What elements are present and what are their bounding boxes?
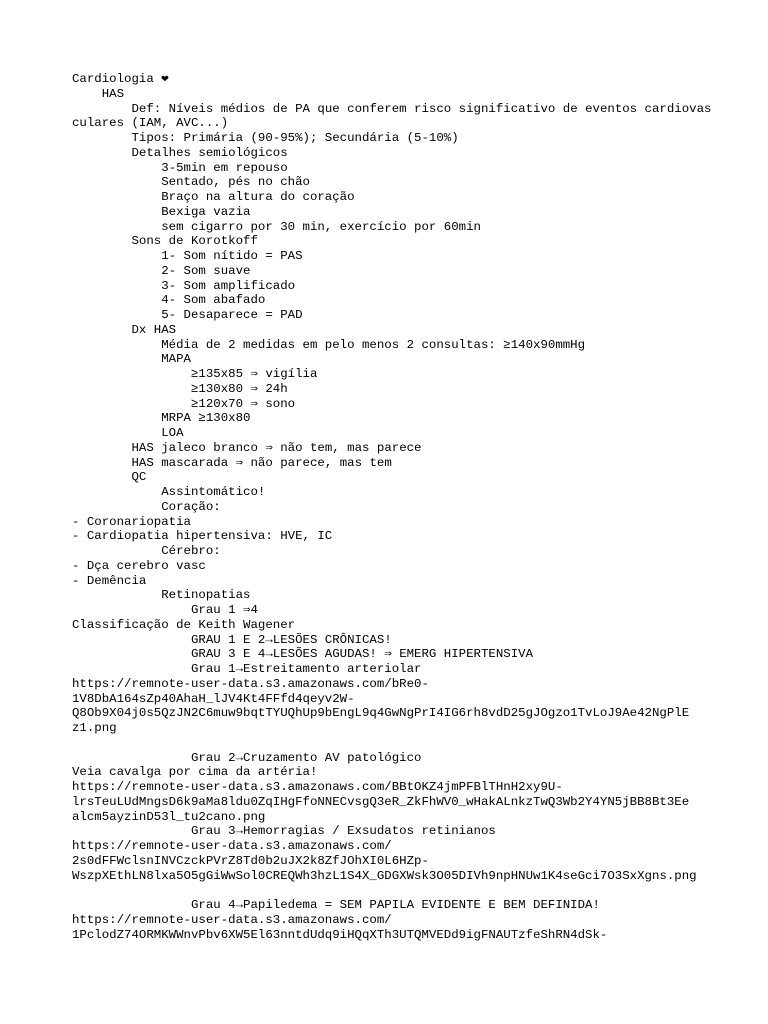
document-line: - Cardiopatia hipertensiva: HVE, IC — [72, 529, 333, 544]
document-line: LOA — [72, 426, 184, 440]
document-line: Dx HAS — [72, 322, 177, 337]
document-line: Retinopatias — [72, 588, 251, 603]
document-line: - Dça cerebro vasc — [72, 558, 206, 573]
document-line: Detalhes semiológicos — [72, 145, 288, 160]
document-line: 1V8DbA164sZp40AhaH_lJV4Kt4FFfd4qeyv2W- — [72, 691, 355, 706]
document-line: Coração: — [72, 499, 221, 514]
blank-line — [72, 736, 712, 751]
document-line: z1.png — [72, 721, 117, 735]
document-line: Bexiga vazia — [72, 204, 251, 219]
document-line: 4- Som abafado — [72, 293, 266, 308]
document-line: 3- Som amplificado — [72, 278, 296, 293]
document-line: Sons de Korotkoff — [72, 234, 258, 249]
document-line: ≥135x85 ⇒ vigília — [72, 367, 318, 381]
document-line: HAS jaleco branco ⇒ não tem, mas parece — [72, 440, 422, 455]
document-line: alcm5ayzinD53l_tu2cano.png — [72, 809, 266, 824]
document-line: Média de 2 medidas em pelo menos 2 consultas: ≥140x90mmHg — [72, 337, 586, 352]
document-line: Grau 1→Estreitamento arteriolar — [72, 662, 422, 676]
document-line: Grau 3→Hemorragias / Exsudatos retinianos — [72, 824, 496, 839]
document-line: 2- Som suave — [72, 263, 251, 278]
document-line: lrsTeuLUdMngsD6k9aMa8ldu0ZqIHgFfoNNECvsgQ3eR_ZkFhWV0_wHakALnkzTwQ3Wb2Y4YN5jBB8Bt3Ee — [72, 794, 690, 809]
document-line: MAPA — [72, 352, 191, 367]
document-line: - Coronariopatia — [72, 514, 191, 529]
document-line: 2s0dFFWclsnINVCzckPVrZ8Td0b2uJX2k8ZfJOhXI0L6HZp- — [72, 853, 429, 868]
document-line: Cérebro: — [72, 544, 221, 558]
document-line: HAS — [72, 86, 125, 101]
document-line: https://remnote-user-data.s3.amazonaws.com/BBtOKZ4jmPFBlTHnH2xy9U- — [72, 780, 563, 794]
document-line: - Demência — [72, 573, 147, 588]
blank-line — [72, 883, 712, 898]
document-line: https://remnote-user-data.s3.amazonaws.com/ — [72, 839, 392, 853]
document-line: https://remnote-user-data.s3.amazonaws.com/bRe0- — [72, 676, 429, 691]
document-line: ≥130x80 ⇒ 24h — [72, 381, 288, 396]
document-line: ≥120x70 ⇒ sono — [72, 396, 296, 411]
document-line: Classificação de Keith Wagener — [72, 617, 296, 632]
document-line: Assintomático! — [72, 485, 266, 499]
document-page — [72, 72, 712, 942]
document-line: Braço na altura do coração — [72, 190, 355, 204]
document-line: MRPA ≥130x80 — [72, 411, 251, 426]
document-line: https://remnote-user-data.s3.amazonaws.com/ — [72, 912, 392, 927]
document-line: sem cigarro por 30 min, exercício por 60min — [72, 219, 481, 234]
document-line: Sentado, pés no chão — [72, 175, 310, 190]
document-line: Cardiologia ❤ — [72, 72, 169, 86]
document-line: Grau 1 ⇒4 — [72, 603, 258, 617]
document-line: QC — [72, 470, 147, 485]
document-line: Grau 2→Cruzamento AV patológico — [72, 750, 422, 765]
document-line: 5- Desaparece = PAD — [72, 308, 303, 322]
document-line: Q8Ob9X04j0s5QzJN2C6muw9bqtTYUQhUp9bEngL9q4GwNgPrI4IG6rh8vdD25gJOgzo1TvLoJ9Ae42NgPlE — [72, 706, 690, 721]
document-line: GRAU 3 E 4→LESÕES AGUDAS! ⇒ EMERG HIPERTENSIVA — [72, 647, 534, 662]
document-line: 1- Som nítido = PAS — [72, 249, 303, 263]
document-line: Tipos: Primária (90-95%); Secundária (5-10%) — [72, 131, 459, 145]
document-line: HAS mascarada ⇒ não parece, mas tem — [72, 455, 392, 470]
document-line: 3-5min em repouso — [72, 160, 288, 175]
document-line: Veia cavalga por cima da artéria! — [72, 765, 318, 780]
document-line: Grau 4→Papiledema = SEM PAPILA EVIDENTE E BEM DEFINIDA! — [72, 898, 600, 912]
document-line: GRAU 1 E 2→LESÕES CRÔNICAS! — [72, 632, 392, 647]
document-line: Def: Níveis médios de PA que conferem risco significativo de eventos cardiovasculares (IAM, AVC...) — [72, 101, 712, 131]
document-line: WszpXEthLN8lxa5O5gGiWwSol0CREQWh3hzL1S4X_GDGXWsk3O05DIVh9npHNUw1K4seGci7O3SxXgns.png — [72, 868, 697, 883]
document-line: 1PclodZ74ORMKWWnvPbv6XW5El63nntdUdq9iHQqXTh3UTQMVEDd9igFNAUTzfeShRN4dSk- — [72, 927, 608, 942]
